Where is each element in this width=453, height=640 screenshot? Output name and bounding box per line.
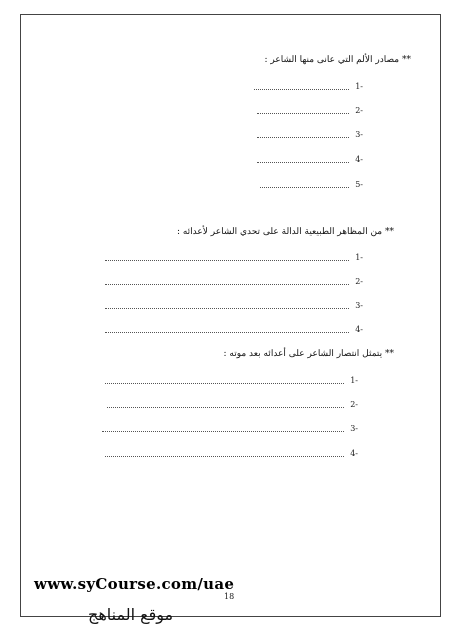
question-heading-1: ** مصادر الألم التي عانى منها الشاعر :	[264, 55, 411, 65]
item-number: 1-	[350, 375, 358, 385]
item-number: 4-	[350, 448, 358, 458]
item-number: 1-	[355, 81, 363, 91]
page-number: 18	[224, 592, 235, 601]
page-border	[20, 14, 441, 617]
item-number: 3-	[355, 129, 363, 139]
answer-line-2-2[interactable]	[105, 275, 363, 287]
question-heading-3: ** يتمثل انتصار الشاعر على أعدائه بعد موته :	[223, 349, 394, 359]
answer-line-1-5[interactable]	[260, 178, 363, 190]
question-heading-2: ** من المظاهر الطبيعية الدالة على تحدي الشاعر لأعدائه :	[176, 227, 394, 237]
item-number: 3-	[350, 423, 358, 433]
dotted-blank	[105, 325, 349, 333]
answer-line-2-3[interactable]	[105, 299, 363, 311]
dotted-blank	[107, 400, 344, 408]
item-number: 2-	[355, 105, 363, 115]
answer-line-3-3[interactable]	[102, 422, 358, 434]
item-number: 5-	[355, 179, 363, 189]
dotted-blank	[105, 253, 349, 261]
dotted-blank	[254, 82, 349, 90]
answer-line-3-4[interactable]	[105, 447, 358, 459]
answer-line-1-2[interactable]	[257, 104, 363, 116]
item-number: 2-	[350, 399, 358, 409]
dotted-blank	[102, 424, 344, 432]
dotted-blank	[105, 277, 349, 285]
answer-line-1-1[interactable]	[254, 80, 363, 92]
item-number: 4-	[355, 324, 363, 334]
website-url[interactable]: www.syCourse.com/uae	[34, 575, 235, 593]
dotted-blank	[260, 180, 349, 188]
dotted-blank	[257, 155, 349, 163]
item-number: 3-	[355, 300, 363, 310]
answer-line-3-1[interactable]	[105, 374, 358, 386]
site-name-arabic: موقع المناهج	[88, 605, 174, 624]
item-number: 4-	[355, 154, 363, 164]
answer-line-3-2[interactable]	[107, 398, 358, 410]
answer-line-2-1[interactable]	[105, 251, 363, 263]
answer-line-2-4[interactable]	[105, 323, 363, 335]
dotted-blank	[105, 301, 349, 309]
answer-line-1-3[interactable]	[257, 128, 363, 140]
dotted-blank	[105, 449, 344, 457]
dotted-blank	[257, 106, 349, 114]
dotted-blank	[105, 376, 344, 384]
answer-line-1-4[interactable]	[257, 153, 363, 165]
item-number: 1-	[355, 252, 363, 262]
item-number: 2-	[355, 276, 363, 286]
dotted-blank	[257, 130, 349, 138]
